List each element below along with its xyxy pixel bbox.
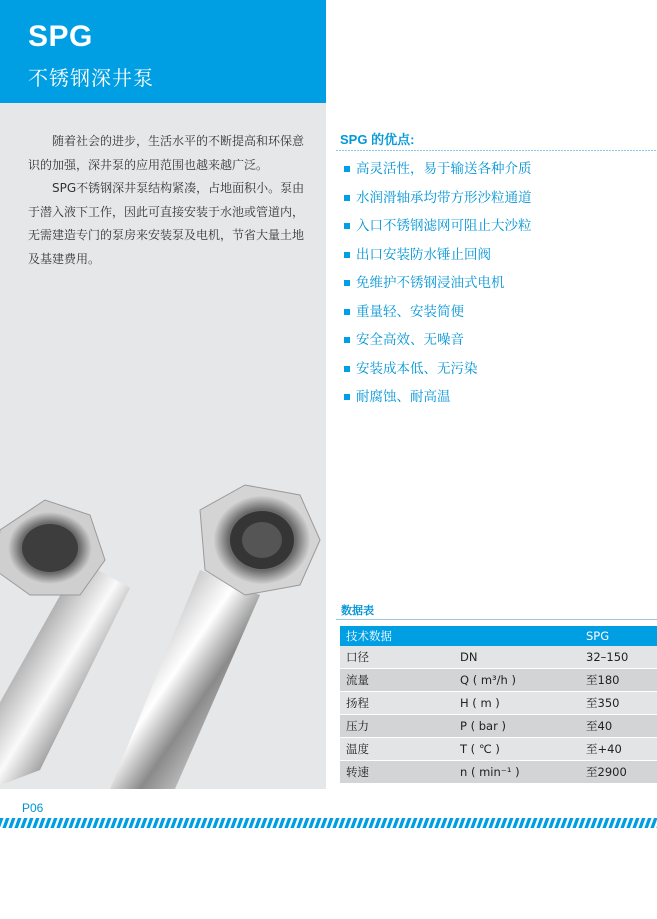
table-row [340,692,657,715]
table-row [340,738,657,761]
feature-item: 水润滑轴承均带方形沙粒通道 [344,184,532,213]
feature-item: 出口安装防水锤止回阀 [344,241,532,270]
feature-item: 安全高效、无噪音 [344,326,532,355]
table-cell: 温度 [340,738,454,761]
intro-text [28,130,314,271]
feature-item: 耐腐蚀、耐高温 [344,383,532,412]
table-cell: 至2900 [580,761,657,784]
feature-item: 安装成本低、无污染 [344,355,532,384]
bullet-icon [344,195,350,201]
bullet-icon [344,394,350,400]
table-cell: 口径 [340,646,454,669]
table-cell: 转速 [340,761,454,784]
page-subtitle: 不锈钢深井泵 [28,66,154,90]
header-cell: 技术数据 [340,626,454,646]
table-cell: n ( min⁻¹ ) [454,761,580,784]
spec-table [340,626,657,784]
title-block [0,0,326,103]
table-cell: 至40 [580,715,657,738]
table-cell: DN [454,646,580,669]
table-cell: 扬程 [340,692,454,715]
feature-item: 高灵活性，易于输送各种介质 [344,155,532,184]
table-cell: 流量 [340,669,454,692]
header-cell [454,626,580,646]
features-list [344,155,532,412]
table-cell: H ( m ) [454,692,580,715]
bullet-icon [344,309,350,315]
table-row [340,761,657,784]
bullet-icon [344,366,350,372]
table-row [340,715,657,738]
decorative-stripe-bar [0,818,657,828]
feature-item: 重量轻、安装简便 [344,298,532,327]
table-cell: 压力 [340,715,454,738]
page-number: P06 [22,801,44,815]
header-cell: SPG [580,626,657,646]
table-cell: 32–150 [580,646,657,669]
table-cell: 至350 [580,692,657,715]
table-row [340,669,657,692]
feature-item: 免维护不锈钢浸油式电机 [344,269,532,298]
table-divider [336,619,657,620]
intro-paragraph-2: SPG不锈钢深井泵结构紧凑，占地面积小。泵由于潜入液下工作，因此可直接安装于水池或管道内，无需建造专门的泵房来安装泵及电机，节省大量土地及基建费用。 [28,181,305,266]
bullet-icon [344,166,350,172]
pump-product-image [0,470,326,789]
features-divider [336,150,657,151]
feature-item: 入口不锈钢滤网可阻止大沙粒 [344,212,532,241]
page-title: SPG [28,20,93,53]
bullet-icon [344,337,350,343]
bullet-icon [344,252,350,258]
data-table-title: 数据表 [341,604,374,617]
features-title: SPG 的优点: [340,132,415,147]
intro-paragraph-1: 随着社会的进步，生活水平的不断提高和环保意识的加强，深井泵的应用范围也越来越广泛。 [28,134,305,172]
table-cell: T ( ℃ ) [454,738,580,761]
table-cell: Q ( m³/h ) [454,669,580,692]
table-cell: P ( bar ) [454,715,580,738]
table-cell: 至180 [580,669,657,692]
bullet-icon [344,280,350,286]
table-cell: 至+40 [580,738,657,761]
table-header-row [340,626,657,646]
bullet-icon [344,223,350,229]
table-row [340,646,657,669]
